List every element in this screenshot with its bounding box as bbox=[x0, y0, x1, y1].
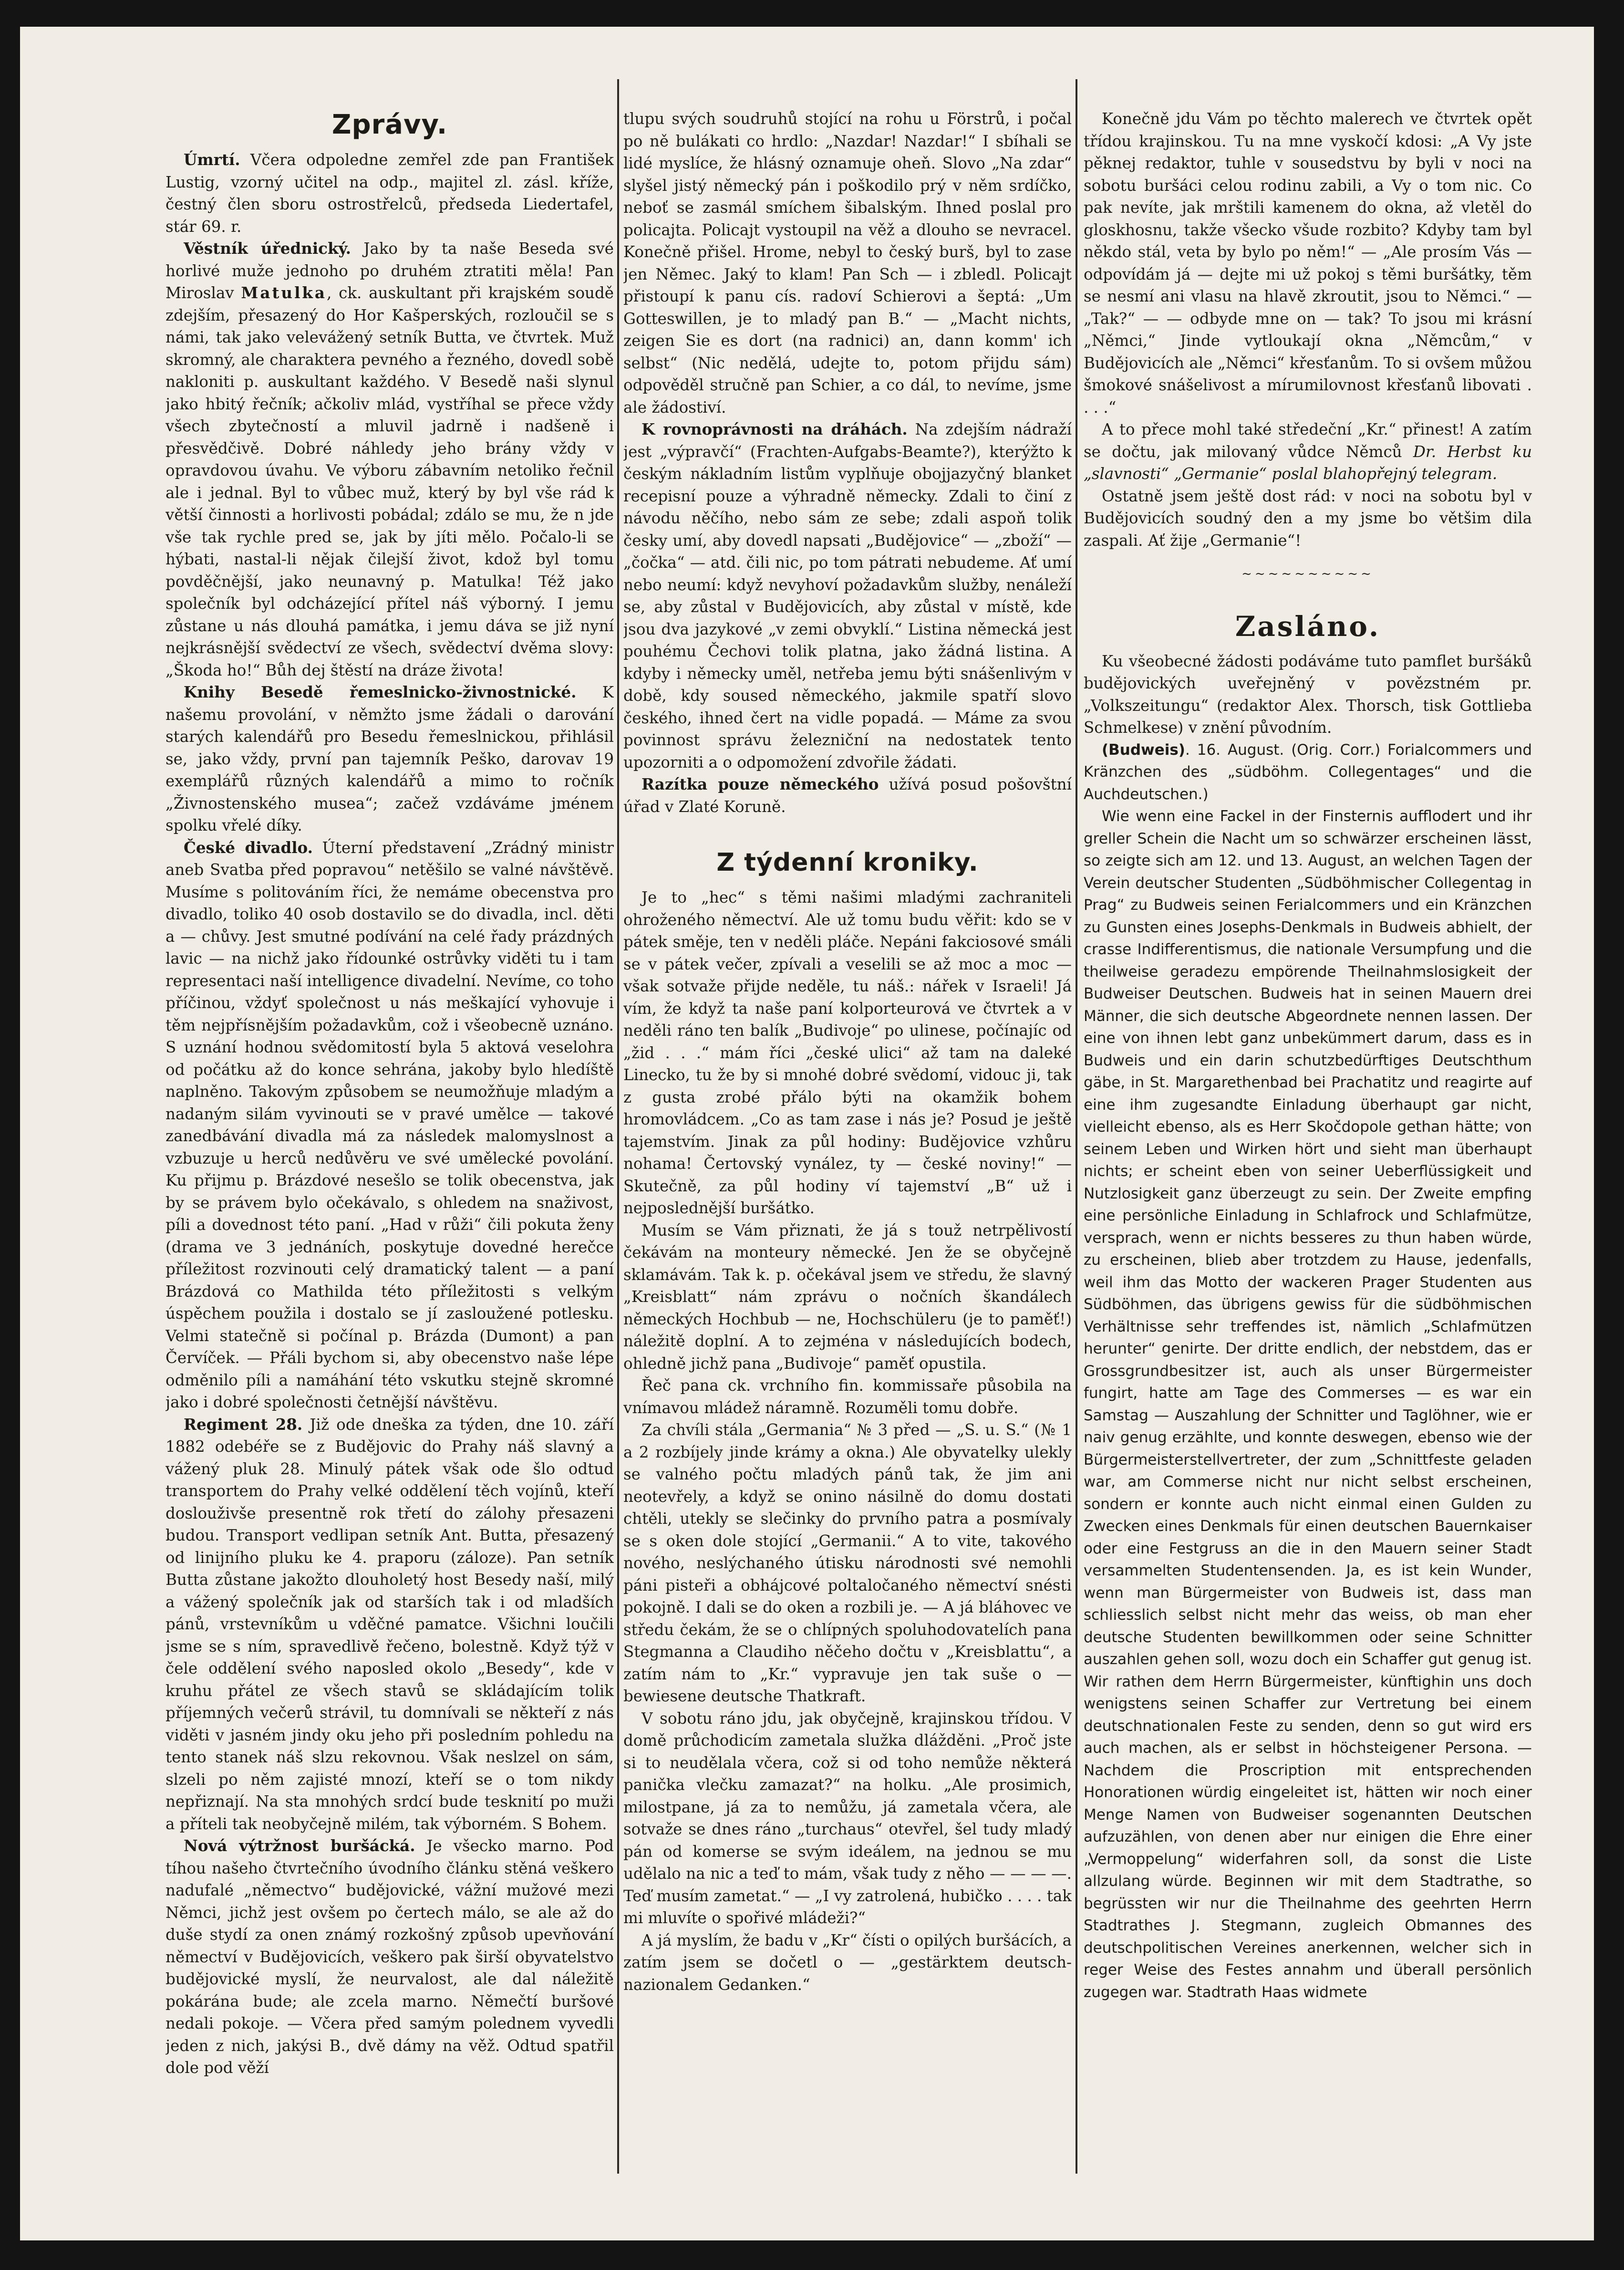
article-text: Je všecko marno. Pod tíhou našeho čtvrtečního úvodního článku stěná veškero nadufalé „němectvo“ budějovické, vážní mužové mezi Němci, jichž jest ovšem po čertech málo, se ale až do duše stydí za onen známý rozkošný způsob upevňování němectví v Budějovicích, veškero pak širší obyvatelstvo budějovické myslí, že neurvalost, ale dal náležitě pokárána bude; ale zcela marno. Němečtí buršové nedali pokoje. — Včera před samým polednem vyvedli jeden z nich, jakýsi B., dvě dámy na věž. Odtud spatřil dole pod věží bbox=[166, 1837, 614, 2077]
article-lead: Regiment 28. bbox=[184, 1415, 303, 1434]
article-text: užívá posud pošovštní úřad v Zlaté Koruně. bbox=[623, 775, 1072, 816]
article-lead: Věstník úřednický. bbox=[184, 239, 351, 258]
article-text: Úterní představení „Zrádný ministr aneb Svatba před popravou“ netěšilo se valné návštěvě. Musíme s politováním říci, že nemáme obecenstva pro divadlo, toliko 40 osob dostavilo se do divadla, incl. děti a — chůvy. Jest smutné podívání na celé řady prázdných lavic — na nichž jako řídounké ostrůvky viděti tu i tam representaci naší intelligence divadelní. Nevíme, co toho příčinou, vždyť společnost u nás meškající vyhovuje i těm nejpřísnějším požadavkům, což i všeobecně uznáno. S uznání hodnou svědomitostí byla 5 aktová veselohra od počátku až do konce sehrána, jakoby bylo hledíště naplněno. Takovým způsobem se neumožňuje mladým a nadaným silám vyvinouti se v pravé umělce — takové zanedbávání divadla má za následek malomyslnost a vzbuzuje u herců nedůvěru ve své umělecké povolání. Ku přijmu p. Brázdové nesešlo se tolik obecenstva, jak by se právem bylo očekávalo, s ohledem na snaživost, píli a dovednost této paní. „Had v růži“ čili pokuta ženy (drama ve 3 jednáních, poskytuje dovedné herečce příležitost rozvinouti celý dramatický talent — a paní Brázdová co Mathilda této příležitosti s velkým úspěchem použila i dostalo se jí zasloužené potlesku. Velmi statečně si počínal p. Brázda (Dumont) a pan Červíček. — Přáli bychom si, aby obecenstvo naše lépe odměnilo píli a namáhání této vskutku stejně skromné jako i dobré společnosti četnější návštěvu. bbox=[166, 838, 614, 1411]
article-divadlo bbox=[166, 837, 614, 1414]
section-heading-zaslano: Zasláno. bbox=[1235, 610, 1381, 643]
article-text: Včera odpoledne zemřel zde pan František Lustig, vzorný učitel na odp., majitel zl. zásl. kříže, čestný člen sboru ostrostřelců, předseda Liedertafel, stár 69. r. bbox=[166, 151, 614, 236]
article-vytrznost bbox=[166, 1835, 614, 2079]
kronika-paragraph: A já myslím, že badu v „Kr“ čísti o opilých buršácích, a zatím jsem se dočetl o — „gestärktem deutsch-nazionalem Gedanken.“ bbox=[623, 1931, 1072, 1994]
article-italic: Dr. Herbst ku „slavnosti“ „Germanie“ poslal blahopřejný telegram. bbox=[1084, 442, 1532, 483]
article-name: Matulka bbox=[241, 283, 327, 302]
kronika-paragraph: Ostatně jsem ještě dost rád: v noci na sobotu byl v Budějovicích soudný den a my jsme bo většim dila zaspali. Ať žije „Germanie“! bbox=[1084, 487, 1532, 550]
article-text: Jako by ta naše Beseda své horlivé muže jednoho po druhém ztratiti měla! Pan Miroslav bbox=[166, 239, 614, 302]
newspaper-page bbox=[20, 27, 1594, 2240]
article-lead: (Budweis) bbox=[1102, 741, 1185, 759]
kronika-paragraph: Za chvíli stála „Germania“ № 3 před — „S. u. S.“ (№ 1 a 2 rozbíjely jinde krámy a okna.) Ale obyvatelky ulekly se valného počtu mladých pánů tak, že jim ani neotevřely, a když se onino násilně do domu dostati chtěli, utekly se slečinky do prvního patra a posmívaly se s oken dole stojící „Germanii.“ A to vite, takového nového, neslýchaného útisku národnosti své nemohli páni pisteři a obhájcové poltaločaného němectví snésti pokojně. I dali se do oken a rozbili je. — A já bláhovec ve středu čekám, že se o chlípných spoluhodovatelích pana Stegmanna a Claudiho něčeho dočtu v „Kreisblattu“, a zatím nám to „Kr.“ vypravuje jen tak suše o — bewiesene deutsche Thatkraft. bbox=[623, 1421, 1072, 1705]
article-rovnopravnost bbox=[623, 418, 1072, 773]
article-lead: Razítka pouze německého bbox=[641, 775, 879, 793]
column-1 bbox=[166, 108, 614, 2197]
article-text: Již ode dneška za týden, dne 10. září 1882 odebéře se z Budějovic do Prahy náš slavný a vážený pluk 28. Minulý pátek však ode šlo odtud transportem do Prahy velké oddělení těch vojínů, kteří doslouživše presentně rok třetí do zálohy přesazeni budou. Transport vedlipan setník Ant. Butta, přesazený od linijního pluku ke 4. praporu (záloze). Pan setník Butta zůstane jakožto dlouholetý host Besedy naší, milý a vážený společník jak od starších tak i od mladších pánů, vrstevníkům u vděčné pamatce. Všichni loučili jsme se s ním, spravedlivě řečeno, bolestně. Když týž v čele oddělení svého naposled okolo „Besedy“, kde v kruhu přátel ze všech stavů se skládajícím tolik příjemných večerů strávil, tu domnívali se někteří z nás viděti v jasném jindy oku jeho při posledním pohledu na tento stanek náš slzu rekovnou. Však neslzel on sám, slzeli po něm zajisté mnozí, kteří se o tom nikdy nepřiznají. Na sta mnohých srdcí bude tesknití po muži a příteli tak neobyčejně milém, tak výborném. S Bohem. bbox=[166, 1415, 614, 1833]
kronika-paragraph: Řeč pana ck. vrchního fin. kommissaře působila na vnímavou mládež náramně. Rozuměli tomu dobře. bbox=[623, 1376, 1072, 1417]
column-2 bbox=[623, 108, 1072, 2197]
kronika-paragraph: Konečně jdu Vám po těchto malerech ve čtvrtek opět třídou krajinskou. Tu na mne vyskočí kdosi: „A Vy jste pěknej redaktor, tuhle v sousedstvu by byli v noci na sobotu buršáci celou rodinu zabili, a Vy o tom nic. Co pak nevíte, jak mrštili kamenem do okna, až vletěl do gloskhosnu, takže všecko všude rozbito? Kdyby tam byl někdo stál, veta by bylo po něm!“ — „Ale prosím Vás — odpovídám já — dejte mi už pokoj s těmi buršátky, těm se nesmí ani vlasu na hlavě zkroutit, jsou to Němci.“ — „Tak?“ — — odbyde mne on — tak? To jsou mi krásní „Němci,“ Jinde vytloukají okna „Němcům,“ v Budějovicích ale „Němci“ křesťanům. To si ovšem můžou šmokové snášelivost a mírumilovnost křesťanů libovati . . . .“ bbox=[1084, 110, 1532, 417]
article-lead: Úmrtí. bbox=[184, 150, 240, 169]
column-rule bbox=[1076, 79, 1077, 2174]
section-heading-kronika: Z týdenní kroniky. bbox=[716, 848, 979, 877]
article-umrti bbox=[166, 149, 614, 238]
article-text: K našemu provolání, v němžto jsme žádali o darování starých kalendářů pro Besedu řemeslnickou, přihlásil se, jako vždy, první pan tajemník Peško, darovav 19 exemplářů různých kalendářů a mimo to ročník „Živnostenského musea“; začež vzdáváme jménem spolku vřelé díky. bbox=[166, 683, 614, 834]
section-heading-zpravy: Zprávy. bbox=[331, 109, 448, 140]
decorative-divider: ~~~~~~~~~~ bbox=[1241, 567, 1374, 581]
article-lead: K rovnoprávnosti na dráhách. bbox=[641, 420, 908, 438]
zaslano-intro: Ku všeobecné žádosti podáváme tuto pamflet buršáků budějovických uveřejněný v povězstném pr. „Volkszeitungu“ (redaktor Alex. Thorsch, tisk Gottlieba Schmelkese) v znění původním. bbox=[1084, 652, 1532, 737]
article-lead: Knihy Besedě řemeslnicko-živnostnické. bbox=[184, 683, 577, 701]
article-text: . 16. August. (Orig. Corr.) Forialcommers und Kränzchen des „südböhm. Collegentages“ und die Auchdeutschen.) bbox=[1084, 741, 1532, 803]
article-knihy bbox=[166, 681, 614, 837]
article-continuation bbox=[623, 108, 1072, 418]
zaslano-german-text: Wie wenn eine Fackel in der Finsternis aufflodert und ihr greller Schein die Nacht um so schwärzer erscheinen lässt, so zeigte sich am 12. und 13. August, an welchen Tagen der Verein deutscher Studenten „Südböhmischer Collegentag in Prag“ zu Budweis seinen Ferialcommers und ein Kränzchen zu Gunsten eines Josephs-Denkmals in Budweis abhielt, der crasse Indifferentismus, die nationale Versumpfung und die theilweise geradezu empörende Theilnahmslosigkeit der Budweiser Deutschen. Budweis hat in seinen Mauern drei Männer, die sich deutsche Abgeordnete nennen lassen. Der eine von ihnen lebt ganz unbekümmert darum, dass es in Budweis und ein darin schutzbedürftiges Deutschthum gäbe, in St. Margarethenbad bei Prachatitz und reagirte auf eine ihm zugesandte Einladung überhaupt gar nicht, vielleicht ebenso, als es Herr Skočdopole gethan hätte; von seinem Leben und Wirken hört und sieht man überhaupt nichts; er scheint eben von seiner Ueberflüssigkeit und Nutzlosigkeit ganz überzeugt zu sein. Der Zweite empfing eine persönliche Einladung in Schlafrock und Schlafmütze, versprach, wenn er nichts besseres zu thun haben würde, zu erscheinen, blieb aber trotzdem zu Hause, jedenfalls, weil ihm das Motto der wackeren Prager Studenten aus Südböhmen, das übrigens gewiss für die südböhmischen Verhältnisse sehr treffendes ist, nämlich „Schlafmützen herunter“ genirte. Der dritte endlich, der nebstdem, das er Grossgrundbesitzer ist, auch als unser Bürgermeister fungirt, hatte am Tage des Commerses — es war ein Samstag — Auszahlung der Schnitter und Taglöhner, wie er naiv genug erzählte, und konnte deswegen, ebenso wie der Bürgermeisterstellvertreter, der zum „Schnittfeste geladen war, am Commerse nicht nur nicht selbst erscheinen, sondern er konnte auch nicht einmal einen Gulden zu Zwecken eines Denkmals für einen deutschen Bauernkaiser oder eine Festgruss an die in den Mauern seiner Stadt versammelten Studentensenden. Ja, es ist kein Wunder, wenn man Bürgermeister von Budweis ist, dass man schliesslich selbst nicht mehr das weiss, ob man eher deutsche Studenten bewillkommen oder seine Schnitter auszahlen gehen soll, wozu doch ein Schaffer gut genug ist. Wir rathen dem Herrn Bürgermeister, künftighin uns doch wenigstens seinen Schaffer zur Vertretung bei einem deutschnationalen Feste zu senden, denn so gut wird ers auch machen, als er selbst in höchsteigener Persona. — Nachdem die Proscription mit entsprechenden Honorationen würdig eingeleitet ist, hätten wir noch einer Menge Namen von Budweiser sogenannten Deutschen aufzuzählen, von denen aber nur einigen die Ehre einer „Vermoppelung“ widerfahren soll, da sonst die Liste allzulang würde. Beginnen wir mit dem Stadtrathe, so begrüssten wir nur die Theilnahme des geehrten Herrn Stadtrathes J. Stegmann, zugleich Obmannes des deutschpolitischen Vereines anerkennen, welcher sich in reger Weise des Festes annahm und überall persönlich zugegen war. Stadtrath Haas widmete bbox=[1084, 808, 1532, 2001]
article-lead: Nová výtržnost buršácká. bbox=[184, 1836, 415, 1855]
article-razitka bbox=[623, 773, 1072, 818]
kronika-paragraph: Musím se Vám přiznati, že já s touž netrpělivostí čekávám na monteury německé. Jen že se obyčejně sklamávám. Tak k. p. očekával jsem ve středu, že slavný „Kreisblatt“ nám zprávu o nočních škandálech německých Hochbub — ne, Hochschüleru (je to paměť!) náležitě doplní. A to zejména v následujících bodech, ohledně jichž pana „Budivoje“ paměť opustila. bbox=[623, 1221, 1072, 1373]
kronika-paragraph: V sobotu ráno jdu, jak obyčejně, krajinskou třídou. V domě průchodicím zametala služka dlážděni. „Proč jste si to neudělala včera, což si od toho nemůže některá panička vlečku zamazat?“ na holku. „Ale prosimich, milostpane, já za to nemůžu, já zametala včera, ale sotvaže se dnes ráno „turchaus“ otevřel, šel tudy mladý pán od komerse se svým ideálem, na jednou se mu udělalo na nic a teď to mám, však tudy z něho — — — —. Teď musím zametat.“ — „I vy zatrolená, hubičko . . . . tak mi mluvíte o spořivé mládeži?“ bbox=[623, 1709, 1072, 1927]
kronika-paragraph bbox=[1084, 418, 1532, 485]
article-text: Na zdejším nádraží jest „výpravčí“ (Frachten-Aufgabs-Beamte?), kterýžto k českým nákladním listům vyplňuje obojjazyčný blanket recepisní pouze a výhradně německy. Zdali to činí z návodu něčího, nebo sám ze sebe; zdali aspoň tolik česky umí, aby dovedl napsati „Budějovice“ — „zboží“ — „čočka“ — atd. čili nic, po tom pátrati nebudeme. Ať umí nebo neumí: když nevyhoví požadavkům služby, nenáleží se, aby zůstal v Budějovicích, aby zůstal v místě, kde jsou dva jazykové „v zemi obvyklí.“ Listina německá jest pouhému Čechovi tolik platna, jako žádná listina. A kdyby i německy uměl, netřeba jemu býti snášenlivým v době, kdy soused německého, jakmile spatří slovo českého, ihned čert na vidle popadá. — Máme za svou povinnost správu železniční na nedostatek tento upozorniti a o odpomožení zdvořile žádati. bbox=[623, 420, 1072, 771]
article-lead: České divadlo. bbox=[184, 838, 313, 857]
column-3 bbox=[1084, 108, 1532, 2197]
article-text: , ck. auskultant při krajském soudě zdejším, přesazený do Hor Kašperských, rozloučil se s námi, tak jako velevážený setník Butta, ve čtvrtek. Muž skromný, ale charaktera pevného a řezného, dovedl sobě nakloniti p. auskultant každého. V Besedě naši slynul jako hbitý řečník; ačkoliv mlád, vystříhal se přece vždy všech zbytečností a mluvil jadrně i nadšeně i přesvědčivě. Dobré náhledy jeho brány vždy v opravdovou úvahu. Ve výboru zábavním netoliko řečnil ale i jednal. Byl to vůbec muž, který by byl vše rád k větší činnosti a horlivosti pobádal; zdálo se mu, že n jde vše tak rychle pred se, jak by jíti mělo. Počalo-li se hýbati, nastal-li nějak čilejší život, kdož byl tomu povděčnější, jako neunavný p. Matulka! Též jako společník byl odcházející přítel náš výborný. I jemu zůstane u nás dlouhá památka, i jemu dáva se již nyní nejkrásnější svědectví ze všech, svědectví dvěma slovy: „Škoda ho!“ Bůh dej štěstí na dráze života! bbox=[166, 284, 614, 679]
kronika-paragraph: Je to „hec“ s těmi našimi mladými zachraniteli ohroženého němectví. Ale už tomu budu věřit: kdo se v pátek směje, ten v neděli pláče. Nepáni fakciosové smáli se v pátek večer, zpívali a veselili se až moc a moc — však sotvaže přijde neděle, tu náš.: nářek v Israeli! Já vím, že když ta naše paní kolporteurová ve čtvrtek a v neděli ráno ten balík „Budivoje“ po ulinese, počínajíc od „žid . . .“ mám říci „české ulici“ až tam na daleké Linecko, tu že by si mnohé dobré svědomí, vidouc ji, tak z gusta zrobé přálo býti na okamžik bohem hromovládcem. „Co as tam zase i nás je? Posud je ještě tajemstvím. Jinak za půl hodiny: Budějovice vzhůru nohama! Čertovský vynález, ty — české noviny!“ — Skutečně, za půl hodiny ví tajemství „B“ už i nejposlednější buršátko. bbox=[623, 888, 1072, 1217]
article-text: A to přece mohl také středeční „Kr.“ přinest! A zatím se dočtu, jak milovaný vůdce Němců bbox=[1084, 420, 1532, 461]
article-regiment bbox=[166, 1414, 614, 1835]
zaslano-dateline bbox=[1084, 739, 1532, 806]
column-rule bbox=[617, 79, 619, 2174]
article-vestnik bbox=[166, 238, 614, 681]
article-text: tlupu svých soudruhů stojící na rohu u Förstrů, i počal po ně bulákati co hrdlo: „Nazdar! Nazdar!“ I sbíhali se lidé myslíce, že hlásný oznamuje oheň. Slovo „Na zdar“ slyšel jistý německý pán i poškodilo prý v něm srdíčko, neboť se zasmál smíchem šibalským. Ihned poslal pro policajta. Policajt vystoupil na věž a dlouho se nevracel. Konečně přišel. Hrome, nebyl to český burš, byl to zase jen Němec. Jaký to klam! Pan Sch — i zbledl. Policajt přistoupí k panu cís. radoví Schierovi a šeptá: „Um Gotteswillen, je to mladý pan B.“ — „Macht nichts, zeigen Sie es dort (na radnici) an, dann komm' ich selbst“ (Nic nedělá, udejte to, potom přijdu sám) odpověděl stručně pan Schier, a co dál, to nevíme, jsme ale žádostiví. bbox=[623, 110, 1072, 417]
